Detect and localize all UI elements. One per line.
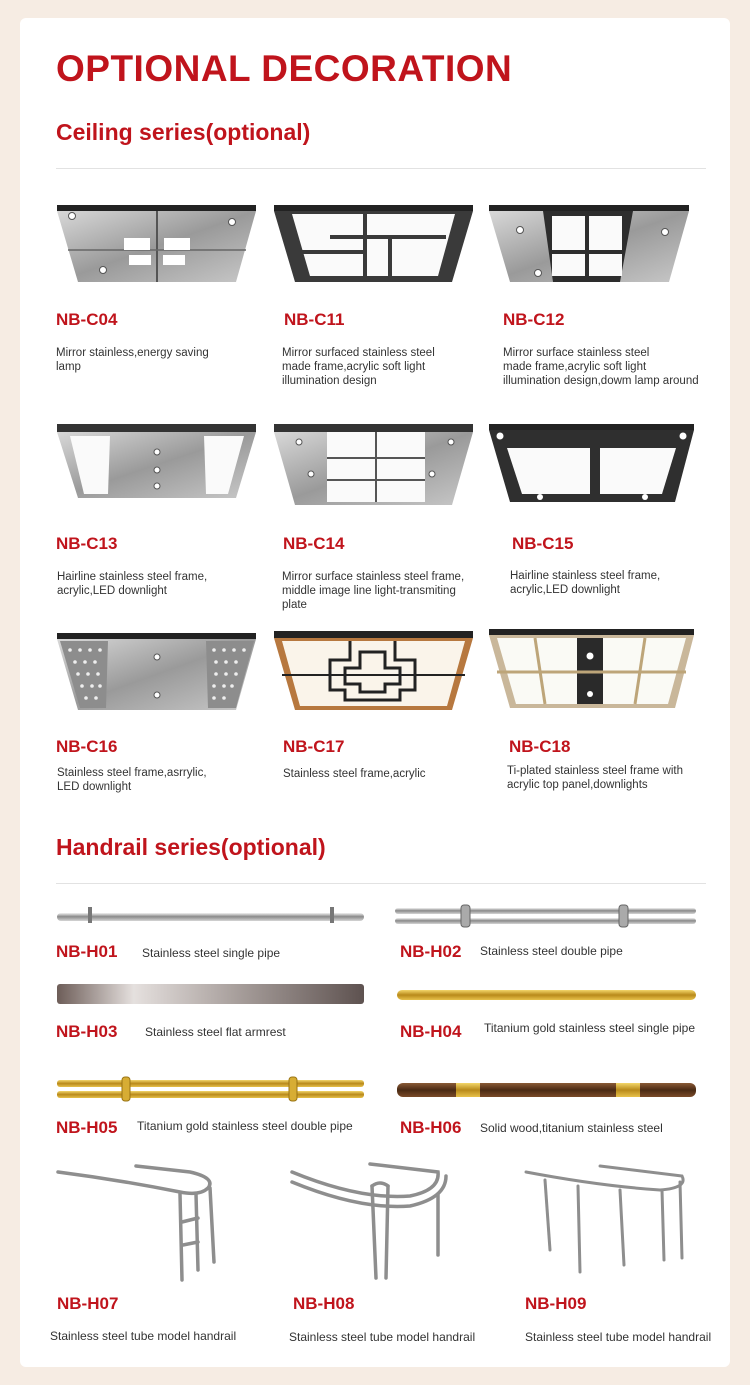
handrail-h07-code: NB-H07 — [57, 1294, 119, 1313]
handrail-h04-code: NB-H04 — [400, 1022, 462, 1041]
ceiling-c16-desc: Stainless steel frame,asrrylic, LED downlight — [57, 767, 207, 793]
ceiling-c15-image — [489, 424, 694, 502]
handrail-h05-image — [57, 1077, 364, 1101]
handrail-h05-desc: Titanium gold stainless steel double pipe — [137, 1119, 353, 1133]
handrail-h01-image — [57, 907, 364, 923]
ceiling-c17-desc: Stainless steel frame,acrylic — [283, 768, 426, 780]
handrail-h09-code: NB-H09 — [525, 1294, 587, 1313]
ceiling-c14-desc: Mirror surface stainless steel frame, middle image line light-transmiting plate — [282, 571, 465, 611]
handrail-h06-code: NB-H06 — [400, 1118, 462, 1137]
ceiling-section-heading: Ceiling series(optional) — [56, 119, 311, 145]
ceiling-c04-code: NB-C04 — [56, 310, 118, 329]
ceiling-c11-desc: Mirror surfaced stainless steel made frame,acrylic soft light illumination design — [282, 347, 435, 387]
ceiling-c15-desc: Hairline stainless steel frame, acrylic,LED downlight — [510, 570, 661, 596]
handrail-h01-code: NB-H01 — [56, 942, 118, 961]
ceiling-c15-code: NB-C15 — [512, 534, 574, 553]
handrail-h08-code: NB-H08 — [293, 1294, 355, 1313]
ceiling-c12-image — [489, 205, 689, 282]
handrail-h05-code: NB-H05 — [56, 1118, 118, 1137]
page-title: OPTIONAL DECORATION — [56, 48, 513, 89]
handrail-divider — [56, 883, 706, 884]
handrail-h03-code: NB-H03 — [56, 1022, 118, 1041]
ceiling-c04-desc: Mirror stainless,energy saving lamp — [56, 347, 209, 373]
handrail-h08-image — [292, 1164, 446, 1278]
handrail-h08-desc: Stainless steel tube model handrail — [289, 1330, 476, 1344]
ceiling-c14-code: NB-C14 — [283, 534, 345, 553]
ceiling-c13-image — [57, 424, 256, 498]
ceiling-c12-desc: Mirror surface stainless steel made frame,acrylic soft light illumination design,dowm lamp around — [503, 347, 699, 387]
ceiling-c18-desc: Ti-plated stainless steel frame with acrylic top panel,downlights — [507, 765, 683, 791]
handrail-section-heading: Handrail series(optional) — [56, 834, 326, 860]
handrail-h09-desc: Stainless steel tube model handrail — [525, 1330, 712, 1344]
ceiling-c12-code: NB-C12 — [503, 310, 565, 329]
ceiling-c11-image — [274, 205, 473, 282]
handrail-h03-desc: Stainless steel flat armrest — [145, 1025, 286, 1039]
handrail-h02-code: NB-H02 — [400, 942, 462, 961]
ceiling-c13-code: NB-C13 — [56, 534, 118, 553]
ceiling-c04-image — [57, 205, 256, 282]
ceiling-c17-image — [274, 631, 473, 710]
handrail-h04-image — [397, 990, 696, 1000]
handrail-h07-desc: Stainless steel tube model handrail — [50, 1329, 237, 1343]
handrail-h06-desc: Solid wood,titanium stainless steel — [480, 1121, 663, 1135]
handrail-h03-image — [57, 984, 364, 1004]
ceiling-c11-code: NB-C11 — [284, 310, 345, 329]
ceiling-c17-code: NB-C17 — [283, 737, 345, 756]
ceiling-c16-code: NB-C16 — [56, 737, 118, 756]
handrail-h01-desc: Stainless steel single pipe — [142, 946, 281, 960]
handrail-h07-image — [58, 1166, 214, 1280]
handrail-h09-image — [526, 1166, 683, 1272]
ceiling-c14-image — [274, 424, 473, 505]
ceiling-c16-image — [57, 633, 256, 710]
ceiling-c18-image — [489, 629, 694, 708]
handrail-h04-desc: Titanium gold stainless steel single pipe — [484, 1021, 696, 1035]
handrail-h06-image — [397, 1083, 696, 1097]
ceiling-c13-desc: Hairline stainless steel frame, acrylic,LED downlight — [57, 571, 208, 597]
handrail-h02-desc: Stainless steel double pipe — [480, 944, 623, 958]
ceiling-c18-code: NB-C18 — [509, 737, 571, 756]
handrail-h02-image — [395, 905, 696, 927]
